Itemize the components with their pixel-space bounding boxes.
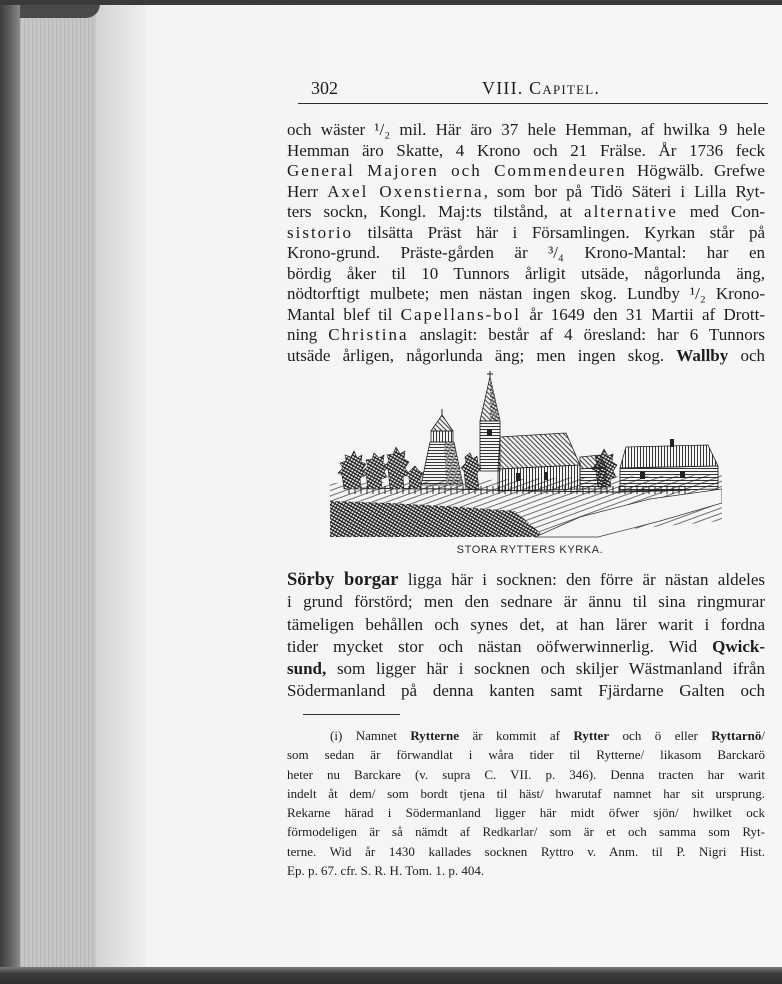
body-line <box>287 614 765 636</box>
body-line <box>287 346 765 367</box>
spaced-text: alternative <box>584 202 678 221</box>
church-nave-roof <box>498 433 580 469</box>
book-binding-edge <box>0 0 20 984</box>
footnote-line <box>287 784 765 803</box>
church-window <box>544 472 548 480</box>
line-text: är kommit af <box>458 728 574 743</box>
house-roof <box>620 445 718 468</box>
footnote <box>287 726 765 880</box>
line-text: tämeligen behållen och synes det, at han lärer warit i fordna <box>287 614 765 634</box>
body-line <box>287 243 765 264</box>
line-text: utsäde årligen, någorlunda äng; men ingen skog. <box>287 345 677 365</box>
line-text: nödtorftigt mulbete; men nästan ingen skog. Lundby ¹/₂ Krono- <box>287 284 765 303</box>
line-text: terne. Wid år 1430 kallades socknen Ryttro v. Anm. til P. Nigri Hist. <box>287 843 765 859</box>
line-text: och <box>728 345 765 365</box>
line-text: Högwälb. Grefwe <box>626 161 765 180</box>
bold-text: Wallby <box>676 345 729 365</box>
bold-text: Sörby borgar <box>287 570 399 590</box>
belfry-spire <box>431 415 453 431</box>
line-text: Ep. p. 67. cfr. S. R. H. Tom. 1. p. 404. <box>287 863 485 879</box>
line-text: , som bor på Tidö Säteri i Lilla Ryt- <box>483 181 765 201</box>
line-text: tider mycket stor och nästan oöfwerwinnerlig. Wid <box>287 636 713 656</box>
line-text: ning <box>287 325 329 344</box>
line-text: Hemman äro Skatte, 4 Krono och 21 Frälse. År 1736 feck <box>287 140 765 160</box>
house-window <box>640 472 645 479</box>
body-line <box>287 569 765 591</box>
line-text: (i) Namnet <box>330 728 411 743</box>
line-text: Södermanland på denna kanten samt Fjärdarne Galten och <box>287 681 765 701</box>
vestry-wall <box>580 467 606 489</box>
line-text: med Con- <box>677 202 765 221</box>
spaced-text: General Majoren och Commendeuren <box>287 161 627 180</box>
church-tower <box>480 421 500 471</box>
belfry-shadow <box>444 442 463 485</box>
church-illustration <box>330 371 722 539</box>
spaced-text: Christina <box>328 325 409 344</box>
line-text: Herr <box>287 181 328 201</box>
body-line <box>287 680 765 702</box>
bold-text: Rytterne <box>410 728 459 743</box>
line-text: som sedan är förwandlat i wåra tider til Rytterne/ likasom Barckarö <box>287 747 765 763</box>
footnote-line <box>287 803 765 822</box>
church-nave-wall <box>498 465 580 491</box>
footnote-line <box>287 842 765 861</box>
bold-text: Qwick- <box>712 636 765 656</box>
scan-top-border <box>0 0 782 5</box>
body-line <box>287 305 765 326</box>
line-text: ligga här i socknen: den förre är nästan aldeles <box>398 570 766 589</box>
body-line <box>287 264 765 285</box>
body-line <box>287 325 765 346</box>
line-text: förmodeligen är så nämdt af Redkarlar/ som är et och samma som Ryt- <box>287 824 765 840</box>
footnote-line <box>287 765 765 784</box>
line-text: indelt åt dem/ som bordt tjena til häst/ hwarutaf namnet har sit ursprung. <box>287 785 765 801</box>
footnote-line <box>287 861 765 880</box>
line-text: Rekarne härad i Södermanland ligger här midt öfwer sjön/ hwilket ock <box>287 805 765 821</box>
line-text: som ligger här i socknen och skiljer Wästmanland ifrån <box>326 659 765 679</box>
church-window <box>516 473 520 481</box>
chapter-heading: VIII. Capitel. <box>482 78 601 98</box>
body-line <box>287 591 765 613</box>
body-paragraph-2 <box>287 569 765 703</box>
line-text: år 1649 den 31 Martii af Drott- <box>521 304 765 324</box>
bold-text: Rytter <box>573 728 610 743</box>
line-text: ters sockn, Kongl. Maj:ts tilstånd, at <box>287 202 585 221</box>
page-number: 302 <box>311 78 338 98</box>
body-line <box>287 120 765 141</box>
footnote-line <box>330 726 765 745</box>
footnote-line <box>287 745 765 764</box>
line-text: Mantal blef til <box>287 304 401 324</box>
page-stack-shadow <box>96 5 146 967</box>
bold-text: Ryttarnö <box>711 728 762 743</box>
body-line <box>287 141 765 162</box>
line-text: tilsätta Präst här i Församlingen. Kyrkan står på <box>353 222 765 242</box>
tower-window <box>487 429 492 436</box>
body-paragraph-1 <box>287 120 765 366</box>
line-text: anslagit: består af 4 öresland: har 6 Tunnors <box>408 325 765 344</box>
spaced-text: sistorio <box>287 222 354 242</box>
line-text: / <box>761 728 765 743</box>
house-window <box>680 471 685 478</box>
line-text: i grund förstörd; men den sednare är ännu til sina ringmurar <box>287 592 765 612</box>
line-text: och wäster ¹/₂ mil. Här äro 37 hele Hemman, af hwilka 9 hele <box>287 120 765 139</box>
body-line <box>287 182 765 203</box>
belfry-chamber <box>431 431 453 442</box>
spaced-text: Capellans-bol <box>400 304 522 324</box>
page-stack-edge <box>20 5 96 967</box>
scan-bottom-border <box>0 967 782 984</box>
body-line <box>287 658 765 680</box>
line-text: och ö eller <box>609 728 712 743</box>
line-text: heter nu Barckare (v. supra C. VII. p. 346). Denna tracten har warit <box>287 766 765 782</box>
footnote-rule <box>303 714 400 715</box>
body-line <box>287 161 765 182</box>
line-text: bördig åker til 10 Tunnors årligit utsäde, någorlunda äng, <box>287 263 765 283</box>
body-line <box>287 636 765 658</box>
bold-text: sund, <box>287 659 327 679</box>
house-wall <box>620 466 718 491</box>
spaced-text: Axel Oxenstierna <box>327 181 484 201</box>
body-line <box>287 284 765 305</box>
line-text: Krono-grund. Präste-gården är ³/₄ Krono-Mantal: har en <box>287 243 765 262</box>
body-line <box>287 202 765 223</box>
footnote-line <box>287 822 765 841</box>
header-rule <box>298 103 768 104</box>
figure-caption: STORA RYTTERS KYRKA. <box>456 544 604 556</box>
body-line <box>287 223 765 244</box>
